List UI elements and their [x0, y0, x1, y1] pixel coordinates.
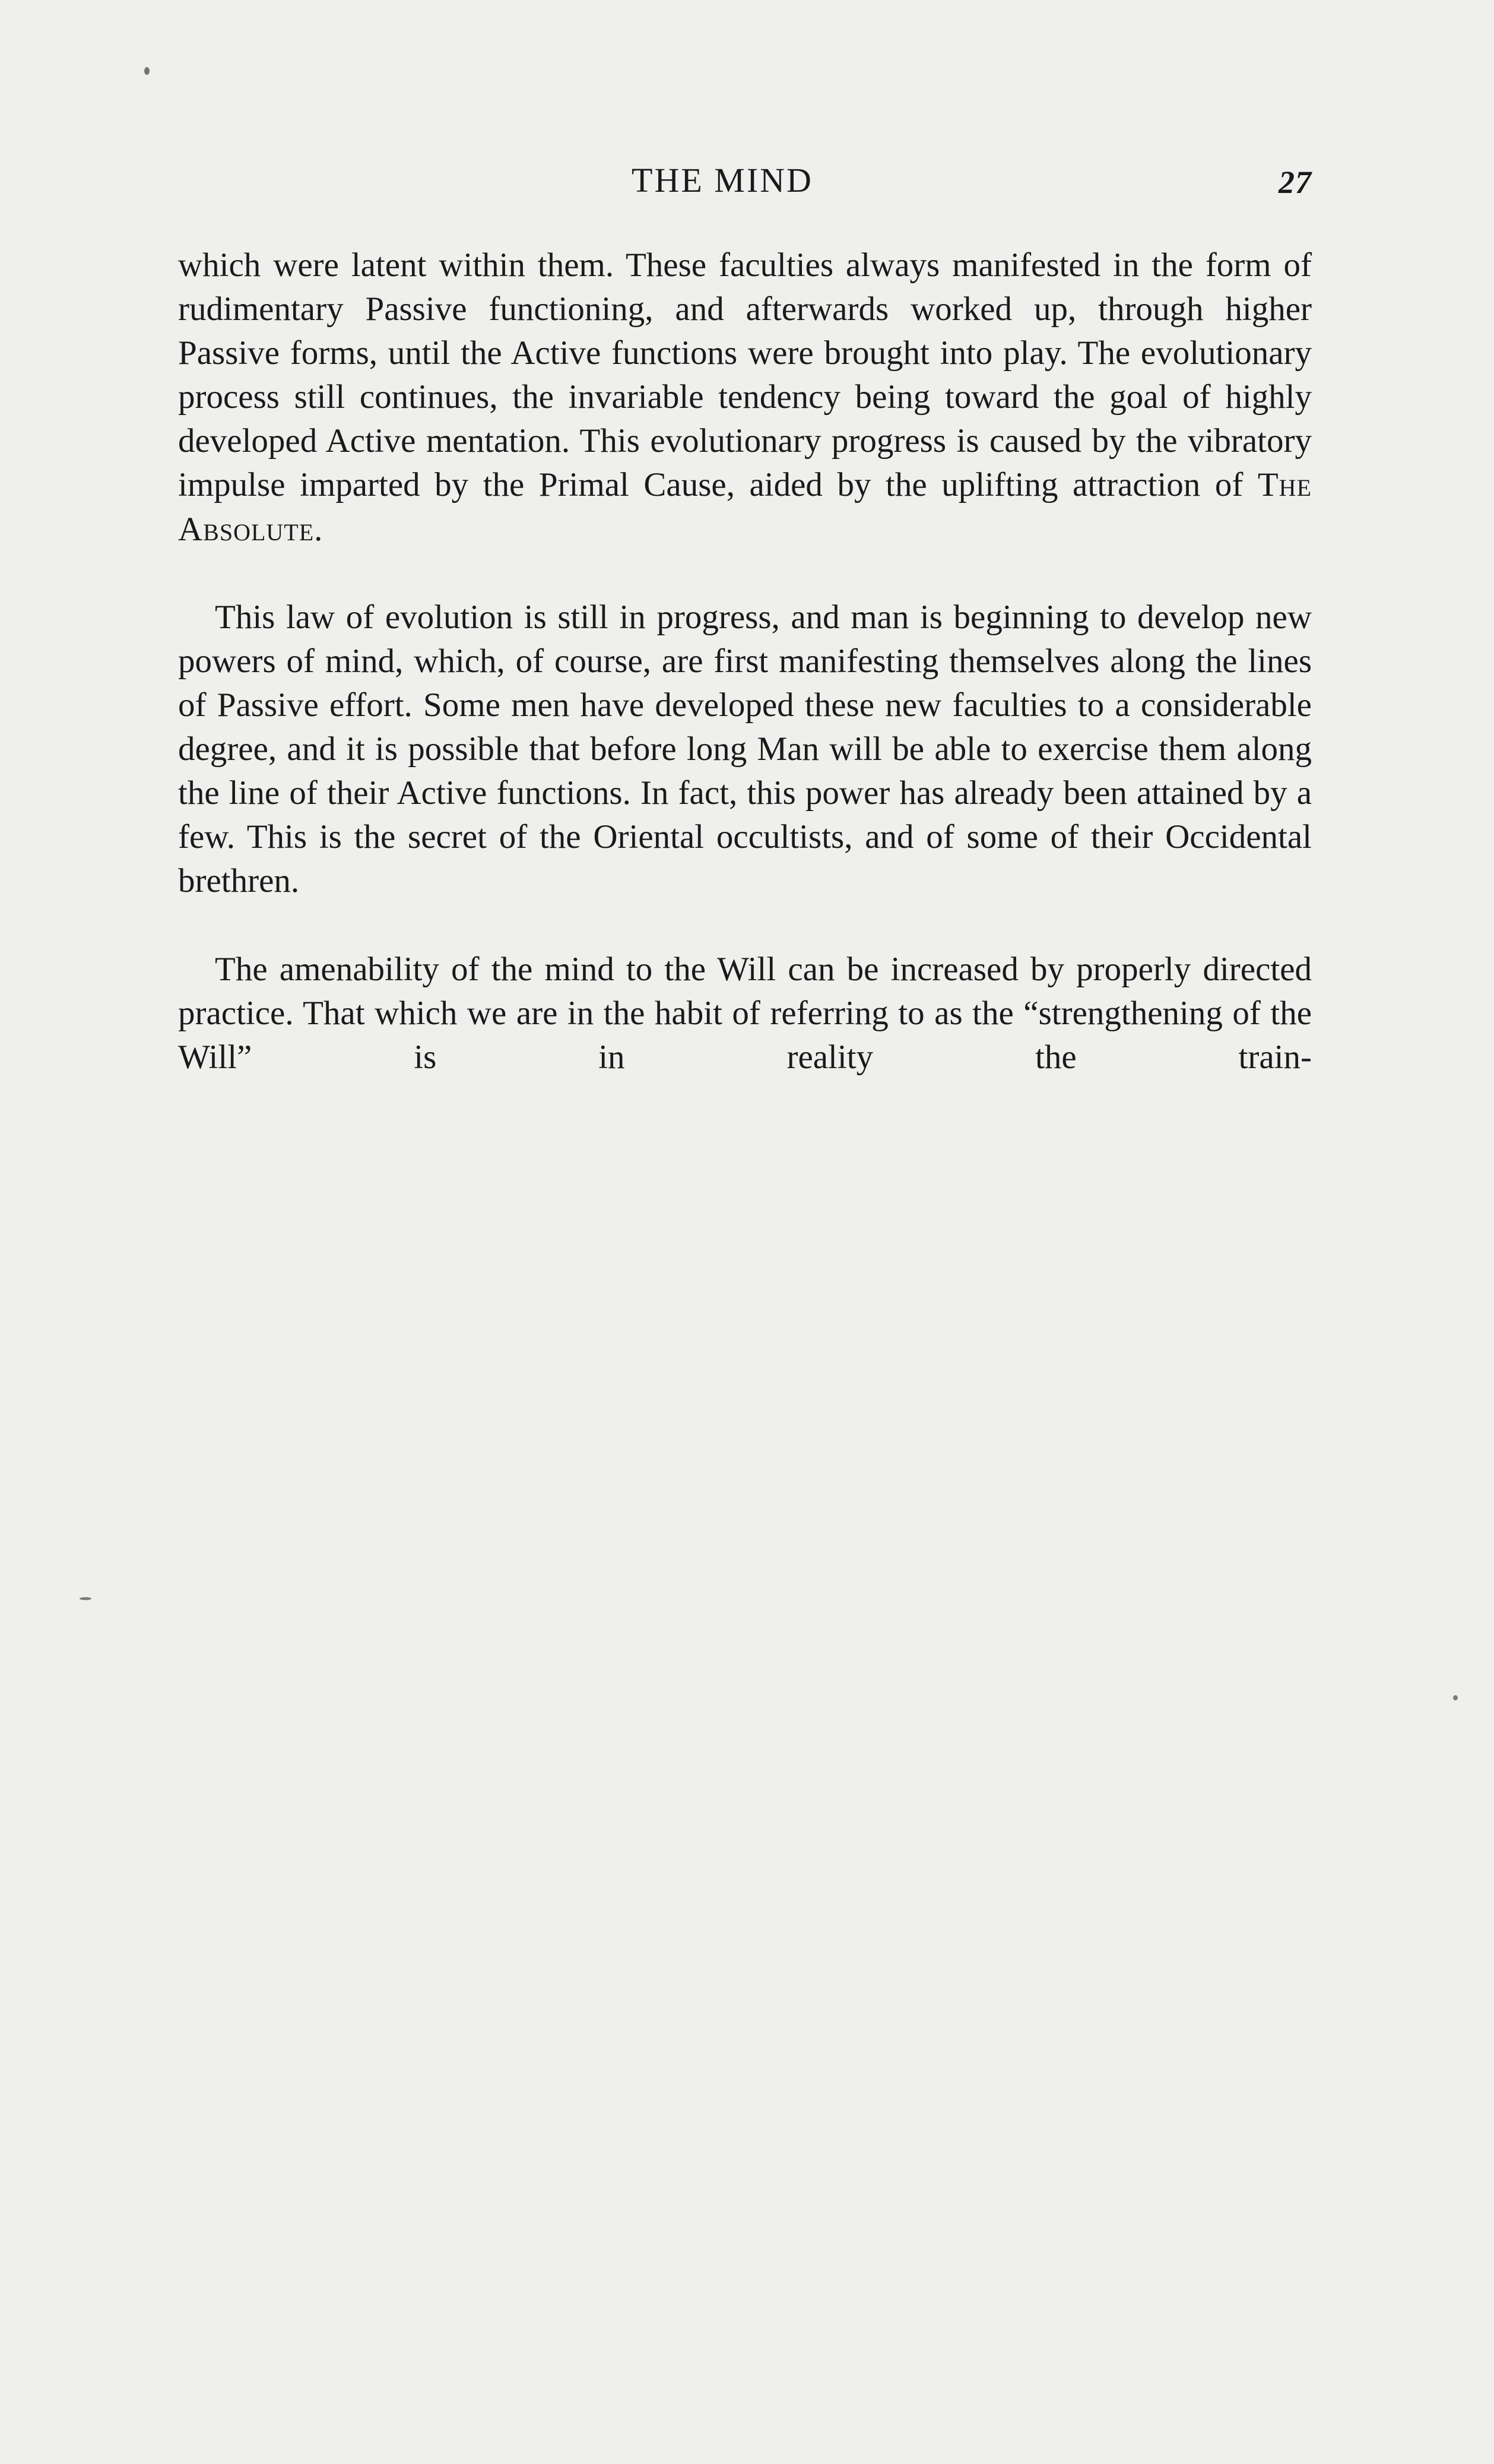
- running-header: [178, 160, 1312, 232]
- paragraph-2: This law of evolution is still in progress, and man is beginning to develop new powers of mind, which, of course, are first manifesting themselves along the lines of Passive effort. Some men have developed these new faculties to a considerable degree, and it is possible that before long Man will be able to exercise them along the line of their Active functions. In fact, this power has already been attained by a few. This is the secret of the Oriental occultists, and of some of their Occidental brethren.: [178, 598, 1312, 900]
- scan-speck: [80, 1597, 91, 1600]
- paragraph-1-text: which were latent within them. These faculties always manifested in the form of rudimentary Passive functioning, and afterwards worked up, through higher Passive forms, until the Active functions were brought into play. The evolutionary process still continues, the invariable tendency being toward the goal of highly developed Active mentation. This evolutionary progress is caused by the vibratory impulse imparted by the Primal Cause, aided by the uplifting attraction of: [178, 246, 1312, 504]
- paragraph-1-tail: .: [314, 510, 323, 548]
- paragraph-1: [178, 243, 1312, 596]
- scan-speck: [144, 67, 150, 75]
- scan-speck: [1453, 1695, 1458, 1700]
- running-head-title: [178, 160, 1312, 200]
- body-text: [178, 243, 1312, 1123]
- paragraph-3: The amenability of the mind to the Will can be increased by properly directed practice. That which we are in the habit of referring to as the “strengthening of the Will” is in reality the train-: [178, 950, 1312, 1076]
- running-head-title-text: THE MIND: [632, 161, 813, 199]
- paragraph-1-smallcaps: The Absolute: [178, 466, 1312, 548]
- page-number: 27: [1279, 164, 1312, 200]
- page-content: [178, 160, 1312, 1123]
